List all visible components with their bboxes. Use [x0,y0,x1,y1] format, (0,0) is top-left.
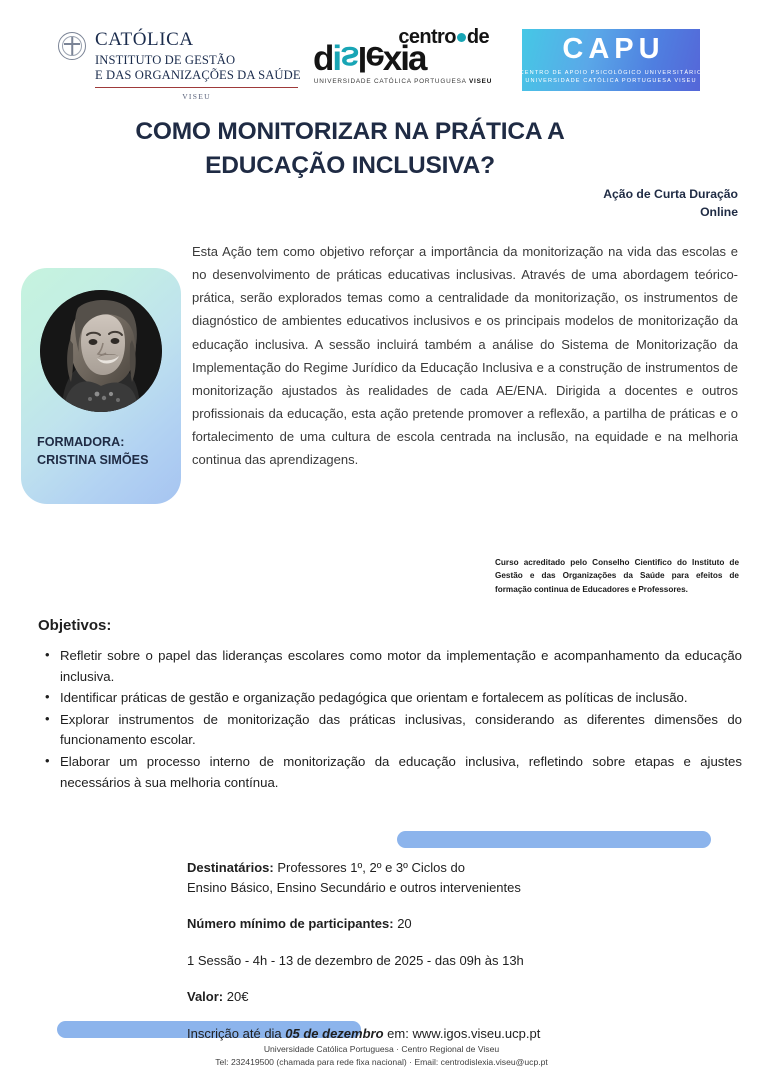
page-title-line1: COMO MONITORIZAR NA PRÁTICA A [135,118,565,145]
formadora-avatar [40,290,162,412]
objetivos-heading: Objetivos: [38,617,112,634]
detail-minimo-value: 20 [393,916,412,931]
list-item: • Elaborar um processo interno de monitorização da educação inclusiva, refletindo sobre etapas e ajustes necessários à sua melhoria contínua. [42,752,742,793]
catolica-logo-line2: E DAS ORGANIZAÇÕES DA SAÚDE [95,68,301,83]
list-item: • Identificar práticas de gestão e organização pedagógica que orientam e fortalecem as políticas de inclusão. [42,688,742,709]
catolica-logo-rule [95,87,298,88]
objetivos-list [42,646,742,794]
formadora-name: CRISTINA SIMÕES [37,453,149,468]
catolica-logo-city: VISEU [182,92,211,102]
capu-logo-title: CAPU [562,32,665,65]
detail-minimo-label: Número mínimo de participantes: [187,916,394,931]
decorative-pill-top [397,831,711,848]
detail-valor-label: Valor: [187,989,224,1004]
catolica-logo-name: CATÓLICA [95,29,194,50]
dislexia-logo-centro-de: centro de [398,26,489,48]
catolica-logo-line1: INSTITUTO DE GESTÃO [95,52,236,67]
accreditation-note: Curso acreditado pelo Conselho Cientifico do Instituto de Gestão e das Organizações da Saúde para efeitos de formação continua de Educadores e Professores. [495,558,739,594]
centro-dislexia-logo [313,26,493,85]
footer-line2: Tel: 232419500 (chamada para rede fixa nacional) · Email: centrodislexia.viseu@ucp.pt [215,1056,548,1067]
detail-destinatarios-line2: Ensino Básico, Ensino Secundário e outros intervenientes [187,879,521,895]
dislexia-logo-tagline: UNIVERSIDADE CATÓLICA PORTUGUESA VISEU [313,78,493,85]
course-details [187,858,747,1043]
detail-sessao: 1 Sessão - 4h - 13 de dezembro de 2025 - das 09h às 13h [187,952,524,968]
detail-destinatarios-label: Destinatários: [187,860,274,875]
detail-valor-value: 20€ [223,989,249,1004]
detail-inscricao [187,1024,747,1044]
detail-destinatarios [187,858,747,897]
detail-valor [187,987,747,1007]
catolica-seal-icon [58,32,86,60]
page-title-line2: EDUCAÇÃO INCLUSIVA? [205,151,495,179]
course-subtitle-line1: Ação de Curta Duração [603,187,738,201]
course-description: Esta Ação tem como objetivo reforçar a importância da monitorização na vida das escolas e no desenvolvimento de práticas educativas inclusivas. Através de uma abordagem teórico-prática, serão explorados temas como a centralidade da monitorização, os instrumentos de diagnóstico de ambientes educativos inclusivos e os principais modelos de monitorização da educação inclusiva. A sessão incluirá também a análise do Sistema de Monitorização da Implementação do Regime Jurídico da Educação Inclusiva e a construção de instrumentos de monitorização ajustados às realidades de cada AE/ENA. Dirigida a docentes e outros profissionais da educação, esta ação pretende promover a reflexão, a partilha de práticas e o fortalecimento de uma cultura de escola centrada na inclusão, na equidade e na melhoria continua das aprendizagens. [192,244,738,468]
detail-inscricao-date: 05 de dezembro [285,1025,384,1041]
capu-logo [519,29,703,91]
page-footer [0,1043,763,1069]
list-item: • Explorar instrumentos de monitorização das práticas inclusivas, considerando as diferentes dimensões do funcionamento escolar. [42,710,742,751]
list-item: • Refletir sobre o papel das lideranças escolares como motor da implementação e acompanhamento da educação inclusiva. [42,646,742,687]
detail-destinatarios-value: Professores 1º, 2º e 3º Ciclos do [273,860,465,875]
dislexia-dot-icon [457,33,466,42]
header-logo-row [0,26,763,102]
detail-minimo [187,914,747,934]
formadora-label-text: FORMADORA: [37,435,125,449]
footer-line1: Universidade Católica Portuguesa · Centro Regional de Viseu [263,1044,500,1054]
catolica-logo [58,30,301,101]
course-subtitle-line2: Online [700,204,738,219]
formadora-info [37,433,149,470]
course-subtitle [603,186,738,221]
formadora-card [21,268,181,504]
page-title [0,115,700,183]
dislexia-logo-wordmark: dislexia [313,39,426,78]
detail-inscricao-suffix: em: www.igos.viseu.ucp.pt [383,1025,541,1041]
capu-logo-subtitle: CENTRO DE APOIO PSICOLÓGICO UNIVERSITÁRIO UNIVERSIDADE CATÓLICA PORTUGUESA VISEU [519,69,703,84]
detail-inscricao-prefix: Inscrição até dia [187,1025,286,1041]
